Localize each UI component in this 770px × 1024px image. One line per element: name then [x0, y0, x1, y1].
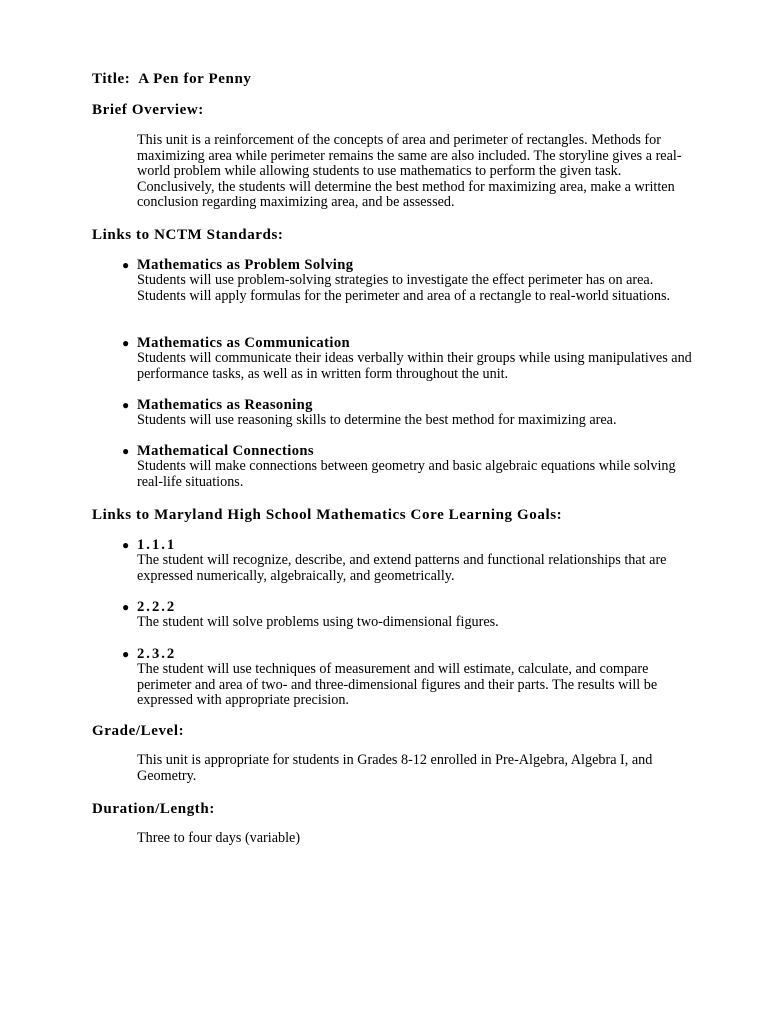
title-line [92, 70, 252, 88]
nctm-item [122, 257, 702, 304]
nctm-item [122, 335, 702, 382]
nctm-item-text: Students will communicate their ideas verbally within their groups while using manipulatives and performance tasks, as well as in written form throughout the unit. [137, 350, 692, 382]
bullet-icon: ● [122, 538, 130, 552]
document-title: A Pen for Penny [138, 71, 252, 87]
title-label: Title: [92, 71, 131, 87]
goal-item-title: 1.1.1 [137, 537, 177, 553]
goal-item-title: 2.3.2 [137, 646, 177, 662]
goal-item [122, 599, 702, 631]
bullet-icon: ● [122, 444, 130, 458]
overview-heading: Brief Overview: [92, 102, 204, 118]
goal-item [122, 646, 702, 709]
goal-item-text: The student will solve problems using two-dimensional figures. [137, 614, 499, 630]
bullet-icon: ● [122, 600, 130, 614]
nctm-heading: Links to NCTM Standards: [92, 227, 284, 243]
grade-text: This unit is appropriate for students in Grades 8-12 enrolled in Pre-Algebra, Algebra I, and Geometry. [137, 752, 653, 784]
nctm-item-text: Students will make connections between geometry and basic algebraic equations while solving real-life situations. [137, 458, 676, 490]
bullet-icon: ● [122, 398, 130, 412]
goal-item-title: 2.2.2 [137, 599, 177, 615]
duration-text: Three to four days (variable) [137, 830, 301, 846]
bullet-icon: ● [122, 336, 130, 350]
grade-heading: Grade/Level: [92, 723, 185, 739]
bullet-icon: ● [122, 258, 130, 272]
overview-text: This unit is a reinforcement of the concepts of area and perimeter of rectangles. Methods for maximizing area while perimeter remains the same are also included. The storyline gives a real-world problem while allowing students to use mathematics to perform the given task. Conclusively, the students will determine the best method for maximizing area, make a written conclusion regarding maximizing area, and be assessed. [137, 132, 682, 211]
nctm-item-title: Mathematics as Problem Solving [137, 257, 354, 273]
nctm-item-text: Students will use problem-solving strategies to investigate the effect perimeter has on area. Students will apply formulas for the perimeter and area of a rectangle to real-world situations. [137, 272, 671, 304]
goal-item [122, 537, 702, 584]
goal-item-text: The student will recognize, describe, and extend patterns and functional relationships that are expressed numerically, algebraically, and geometrically. [137, 552, 667, 584]
duration-heading: Duration/Length: [92, 801, 215, 817]
nctm-item [122, 397, 702, 429]
goal-item-text: The student will use techniques of measurement and will estimate, calculate, and compare perimeter and area of two- and three-dimensional figures and their parts. The results will be expressed with appropriate precision. [137, 661, 658, 709]
nctm-item-title: Mathematics as Reasoning [137, 397, 313, 413]
maryland-heading: Links to Maryland High School Mathematics Core Learning Goals: [92, 507, 563, 523]
nctm-item [122, 443, 702, 490]
nctm-item-title: Mathematical Connections [137, 443, 315, 459]
nctm-item-title: Mathematics as Communication [137, 335, 351, 351]
nctm-item-text: Students will use reasoning skills to determine the best method for maximizing area. [137, 412, 617, 428]
bullet-icon: ● [122, 647, 130, 661]
